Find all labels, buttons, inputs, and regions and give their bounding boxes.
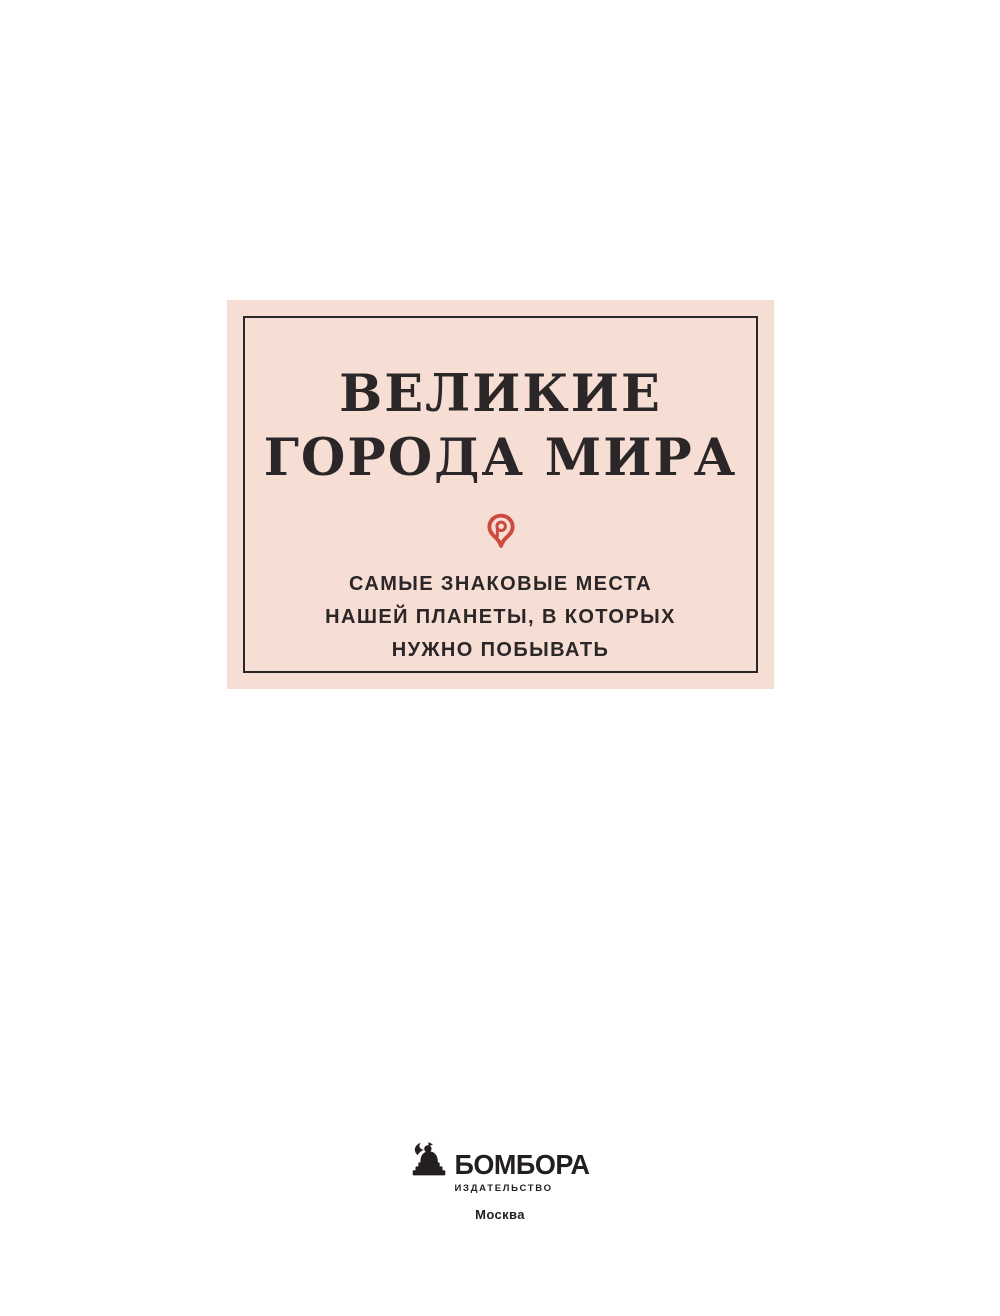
title-card-frame (243, 316, 758, 673)
publisher-block (0, 1137, 1000, 1222)
publisher-name: БОМБОРА (454, 1149, 590, 1181)
publisher-tagline: ИЗДАТЕЛЬСТВО (454, 1183, 553, 1194)
book-title (264, 362, 738, 490)
subtitle-line-2: НАШЕЙ ПЛАНЕТЫ, В КОТОРЫХ (325, 606, 676, 628)
bombora-logo-icon (411, 1137, 447, 1181)
title-card (227, 300, 774, 689)
subtitle-line-3: НУЖНО ПОБЫВАТЬ (391, 639, 610, 661)
publisher-city: Москва (475, 1207, 525, 1222)
book-title-line-2: ГОРОДА МИРА (263, 428, 738, 488)
book-subtitle (325, 568, 676, 667)
book-title-line-1: ВЕЛИКИЕ (339, 364, 662, 424)
publisher-logo-text (455, 1137, 590, 1194)
subtitle-line-1: САМЫЕ ЗНАКОВЫЕ МЕСТА (349, 573, 652, 595)
publisher-logo (411, 1137, 590, 1194)
location-pin-icon (486, 512, 516, 552)
